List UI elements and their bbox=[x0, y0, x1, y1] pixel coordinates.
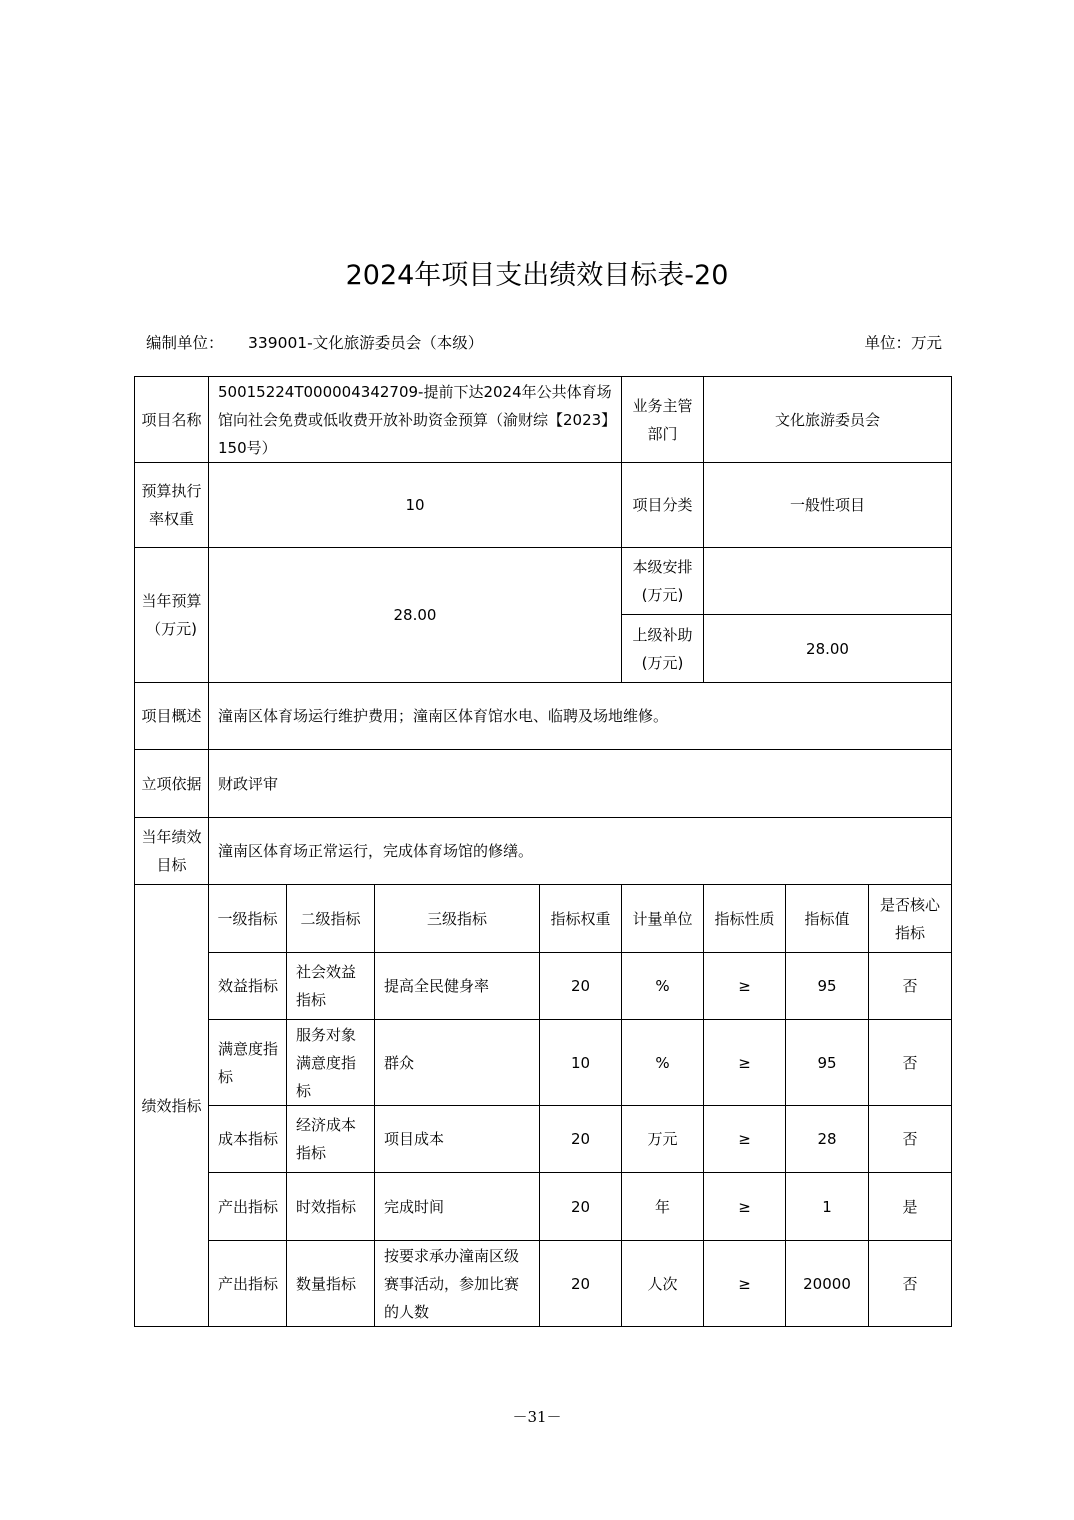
table-row bbox=[135, 750, 952, 818]
header-value: 指标值 bbox=[786, 885, 869, 953]
header-core: 是否核心指标 bbox=[869, 885, 952, 953]
goal-label: 当年绩效目标 bbox=[135, 818, 209, 885]
indicator-nature: ≥ bbox=[704, 953, 786, 1020]
indicator-level1: 成本指标 bbox=[209, 1106, 287, 1173]
goal-value: 潼南区体育场正常运行，完成体育场馆的修缮。 bbox=[209, 818, 952, 885]
table-row bbox=[135, 548, 952, 615]
indicator-weight: 20 bbox=[540, 953, 622, 1020]
indicator-value: 1 bbox=[786, 1173, 869, 1241]
indicator-row bbox=[135, 1106, 952, 1173]
indicator-nature: ≥ bbox=[704, 1173, 786, 1241]
local-label: 本级安排(万元) bbox=[622, 548, 704, 615]
category-label: 项目分类 bbox=[622, 463, 704, 548]
header-weight: 指标权重 bbox=[540, 885, 622, 953]
indicator-level3: 提高全民健身率 bbox=[375, 953, 540, 1020]
indicator-unit: % bbox=[622, 953, 704, 1020]
indicator-weight: 20 bbox=[540, 1173, 622, 1241]
indicator-level2: 服务对象满意度指标 bbox=[287, 1020, 375, 1106]
budget-label: 当年预算（万元) bbox=[135, 548, 209, 683]
summary-value: 潼南区体育场运行维护费用；潼南区体育馆水电、临聘及场地维修。 bbox=[209, 683, 952, 750]
weight-label: 预算执行率权重 bbox=[135, 463, 209, 548]
indicator-core: 否 bbox=[869, 1020, 952, 1106]
indicator-weight: 20 bbox=[540, 1106, 622, 1173]
indicator-header-row bbox=[135, 885, 952, 953]
indicator-level2: 社会效益指标 bbox=[287, 953, 375, 1020]
indicator-level1: 产出指标 bbox=[209, 1241, 287, 1327]
header-meta bbox=[146, 330, 942, 356]
indicator-row bbox=[135, 1020, 952, 1106]
page-title: 2024年项目支出绩效目标表-20 bbox=[345, 260, 729, 291]
indicator-nature: ≥ bbox=[704, 1241, 786, 1327]
header-nature: 指标性质 bbox=[704, 885, 786, 953]
indicator-core: 否 bbox=[869, 1106, 952, 1173]
table-row bbox=[135, 683, 952, 750]
project-name-value: 50015224T000004342709-提前下达2024年公共体育场馆向社会免费或低收费开放补助资金预算（渝财综【2023】150号） bbox=[209, 377, 622, 463]
indicator-nature: ≥ bbox=[704, 1106, 786, 1173]
summary-label: 项目概述 bbox=[135, 683, 209, 750]
indicator-value: 20000 bbox=[786, 1241, 869, 1327]
upper-value: 28.00 bbox=[704, 615, 952, 683]
performance-table bbox=[134, 376, 952, 1327]
basis-label: 立项依据 bbox=[135, 750, 209, 818]
indicator-value: 95 bbox=[786, 953, 869, 1020]
indicator-weight: 20 bbox=[540, 1241, 622, 1327]
indicator-row bbox=[135, 1241, 952, 1327]
org-label: 编制单位： bbox=[146, 334, 224, 352]
weight-value: 10 bbox=[209, 463, 622, 548]
indicator-row bbox=[135, 1173, 952, 1241]
indicator-level2: 时效指标 bbox=[287, 1173, 375, 1241]
indicator-weight: 10 bbox=[540, 1020, 622, 1106]
header-level3: 三级指标 bbox=[375, 885, 540, 953]
indicator-level1: 满意度指标 bbox=[209, 1020, 287, 1106]
upper-label: 上级补助(万元) bbox=[622, 615, 704, 683]
table-row bbox=[135, 377, 952, 463]
org-value: 339001-文化旅游委员会（本级） bbox=[248, 334, 484, 352]
indicator-nature: ≥ bbox=[704, 1020, 786, 1106]
indicator-level3: 群众 bbox=[375, 1020, 540, 1106]
indicator-level1: 效益指标 bbox=[209, 953, 287, 1020]
indicator-core: 是 bbox=[869, 1173, 952, 1241]
indicator-row bbox=[135, 953, 952, 1020]
indicator-level3: 项目成本 bbox=[375, 1106, 540, 1173]
unit-label: 单位：万元 bbox=[864, 334, 942, 352]
basis-value: 财政评审 bbox=[209, 750, 952, 818]
header-level2: 二级指标 bbox=[287, 885, 375, 953]
table-row bbox=[135, 818, 952, 885]
indicator-unit: 人次 bbox=[622, 1241, 704, 1327]
category-value: 一般性项目 bbox=[704, 463, 952, 548]
indicator-level1: 产出指标 bbox=[209, 1173, 287, 1241]
dept-label: 业务主管部门 bbox=[622, 377, 704, 463]
table-row bbox=[135, 463, 952, 548]
local-value bbox=[704, 548, 952, 615]
dept-value: 文化旅游委员会 bbox=[704, 377, 952, 463]
budget-value: 28.00 bbox=[209, 548, 622, 683]
project-name-label: 项目名称 bbox=[135, 377, 209, 463]
indicator-level3: 按要求承办潼南区级赛事活动，参加比赛的人数 bbox=[375, 1241, 540, 1327]
indicator-level2: 数量指标 bbox=[287, 1241, 375, 1327]
indicator-value: 28 bbox=[786, 1106, 869, 1173]
indicator-level3: 完成时间 bbox=[375, 1173, 540, 1241]
indicator-value: 95 bbox=[786, 1020, 869, 1106]
indicators-section-label: 绩效指标 bbox=[135, 885, 209, 1327]
indicator-unit: 年 bbox=[622, 1173, 704, 1241]
header-unit: 计量单位 bbox=[622, 885, 704, 953]
indicator-core: 否 bbox=[869, 953, 952, 1020]
indicator-core: 否 bbox=[869, 1241, 952, 1327]
page-number: －31－ bbox=[512, 1408, 562, 1426]
indicator-unit: 万元 bbox=[622, 1106, 704, 1173]
header-level1: 一级指标 bbox=[209, 885, 287, 953]
indicator-unit: % bbox=[622, 1020, 704, 1106]
indicator-level2: 经济成本指标 bbox=[287, 1106, 375, 1173]
